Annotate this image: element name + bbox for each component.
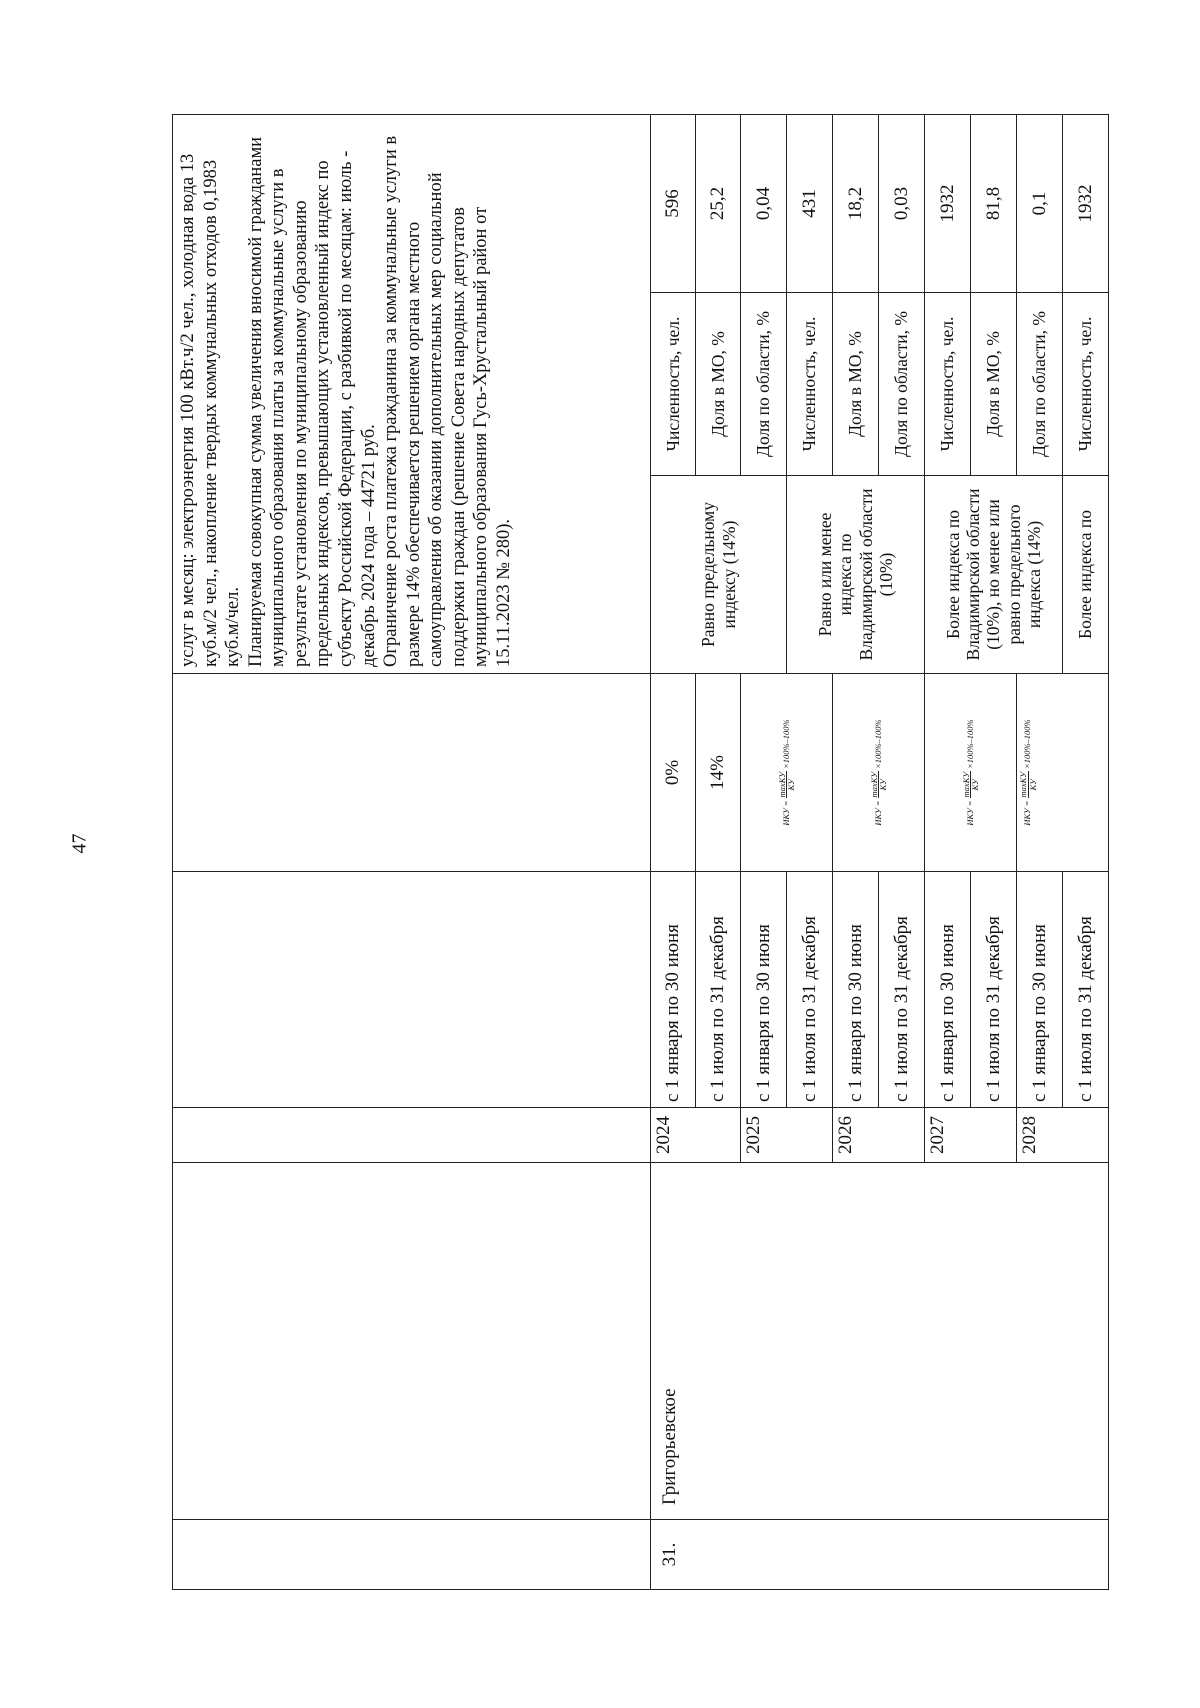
period-cell: с 1 июля по 31 декабря [1063,872,1109,1108]
formula-cell [925,674,1017,872]
metric-value: 1932 [1063,114,1109,292]
description-line: услуг в месяц: электроэнергия 100 кВт.ч/2 чел., холодная вода 13 куб.м/2 чел., накопление твердых коммунальных отходов 0,1983 куб.м/чел. [178,153,244,667]
index-value: 0% [651,674,696,872]
index-formula: ИКУ = maxКУ КУ ×100%–100% [776,719,796,826]
metric-label: Доля в МО, % [971,293,1017,476]
index-formula: ИКУ = maxКУ КУ ×100%–100% [1018,719,1038,826]
year-cell: 2027 [925,1108,1017,1163]
period-cell: с 1 июля по 31 декабря [787,872,833,1108]
description-line: Ограничение роста платежа гражданина за коммунальные услуги в размере 14% обеспечивается решением органа местного самоуправления об оказании дополнительных мер социальной поддержки граждан (решение Совета народных депутатов муниципального образования Гусь-Хрустальный район от 15.11.2023 № 280). [381,135,514,667]
period-cell: с 1 июля по 31 декабря [879,872,925,1108]
metric-value: 0,1 [1017,114,1063,292]
formula-cell [1017,674,1109,872]
description-cell [173,114,651,673]
description-line: Планируемая совокупная сумма увеличения вносимой гражданами муниципального образования платы за коммунальные услуги в результате установления по муниципальному образованию предельных индексов, превышающих установленный индекс по субъекту Российской Федерации, с разбивкой по месяцам: июль - декабрь 2024 года – 44721 руб. [245,136,379,667]
period-cell: с 1 января по 30 июня [925,872,971,1108]
period-cell: с 1 января по 30 июня [651,872,696,1108]
metric-label: Доля по области, % [879,293,925,476]
row-index: 31. [651,1520,1109,1590]
metric-label: Численность, чел. [787,293,833,476]
metric-label: Численность, чел. [925,293,971,476]
formula-cell [833,674,925,872]
index-formula: ИКУ = maxКУ КУ ×100%–100% [960,719,980,826]
category-cell: Равно предельному индексу (14%) [651,476,787,674]
metric-value: 25,2 [696,114,741,292]
metric-value: 18,2 [833,114,879,292]
period-cell: с 1 января по 30 июня [1017,872,1063,1108]
rotated-table-sheet [172,115,1100,1590]
metric-label: Доля по области, % [1017,293,1063,476]
data-table [172,114,1109,1590]
metric-label: Доля в МО, % [833,293,879,476]
metric-label: Численность, чел. [1063,293,1109,476]
category-cell: Равно или менее индекса по Владимирской области (10%) [787,476,925,674]
metric-value: 431 [787,114,833,292]
period-cell: с 1 июля по 31 декабря [971,872,1017,1108]
index-value: 14% [696,674,741,872]
year-cell: 2028 [1017,1108,1109,1163]
formula-cell [741,674,833,872]
category-cell: Более индекса по [1063,476,1109,674]
table-row [173,114,651,1589]
metric-value: 596 [651,114,696,292]
year-cell: 2025 [741,1108,833,1163]
page-number: 47 [68,833,91,854]
metric-label: Численность, чел. [651,293,696,476]
period-cell: с 1 января по 30 июня [741,872,787,1108]
index-formula: ИКУ = maxКУ КУ ×100%–100% [868,719,888,826]
metric-value: 0,04 [741,114,787,292]
period-cell: с 1 января по 30 июня [833,872,879,1108]
metric-value: 0,03 [879,114,925,292]
metric-value: 1932 [925,114,971,292]
metric-label: Доля в МО, % [696,293,741,476]
year-cell: 2026 [833,1108,925,1163]
category-cell: Более индекса по Владимирской области (10%), но менее или равно предельного индекса (14%) [925,476,1063,674]
metric-value: 81,8 [971,114,1017,292]
table-row [651,114,696,1589]
period-cell: с 1 июля по 31 декабря [696,872,741,1108]
year-cell: 2024 [651,1108,741,1163]
metric-label: Доля по области, % [741,293,787,476]
municipality-name: Григорьевское [651,1163,1109,1520]
